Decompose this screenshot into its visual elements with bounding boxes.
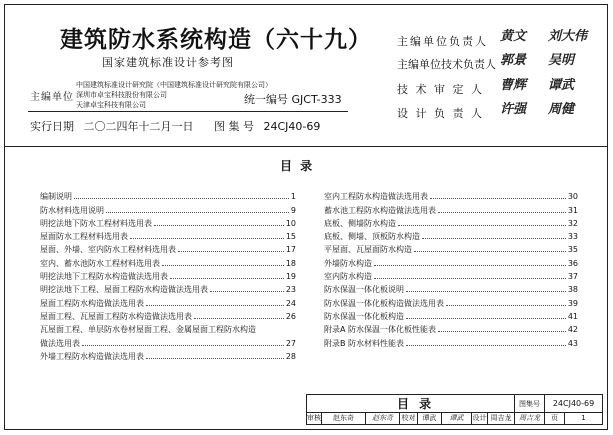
org-1: 中国建筑标准设计研究院（中国建筑标准设计研究院有限公司） (76, 81, 272, 89)
toc-entry[interactable]: 明挖法地下工程防水构造做法选用表 19 (40, 272, 296, 282)
toc-title: 目 录 (280, 159, 315, 173)
atlas-number (214, 121, 320, 132)
toc-entry[interactable]: 编制说明 1 (40, 192, 296, 202)
title-block-atlas-label: 图集号 (514, 395, 544, 412)
title-block-atlas-value: 24CJ40-69 (544, 395, 602, 412)
toc-entry[interactable]: 防水保温一体化板构造做法选用表 39 (324, 298, 578, 308)
role-2-signature-2: 吴明 (548, 53, 575, 68)
design-label: 设计 (472, 414, 487, 422)
document-subtitle: 国家建筑标准设计参考图 (102, 56, 234, 69)
toc-entry[interactable]: 外墙防水构造 36 (324, 258, 578, 268)
check-label: 校对 (399, 412, 417, 424)
title-block-name: 目 录 (397, 397, 435, 411)
role-4-signature-1: 许强 (500, 102, 527, 117)
impl-label: 实行日期 (30, 120, 74, 133)
designer-signature: 周吉龙 (514, 412, 544, 424)
designer-name: 周吉龙 (487, 412, 514, 424)
role-4-label: 设 计 负 责 人 (397, 107, 484, 120)
toc-entry[interactable]: 外墙工程防水构造做法选用表 28 (40, 351, 296, 361)
toc-entry[interactable]: 明挖法地下防水工程材料选用表 10 (40, 218, 296, 228)
role-2-label: 主编单位技术负责人 (397, 58, 496, 71)
role-1-signature-2: 刘大伟 (548, 29, 588, 44)
org-2: 深圳市卓宝科技股份有限公司 (76, 91, 167, 99)
role-1-signature-1: 黄文 (500, 29, 527, 44)
toc-entry[interactable]: 室内、蓄水池防水工程材料选用表 18 (40, 258, 296, 268)
header-divider (28, 111, 348, 112)
role-3-label: 技 术 审 定 人 (397, 83, 484, 96)
review-label: 审核 (307, 414, 321, 422)
header-bottom-rule (4, 146, 608, 147)
toc-entry[interactable]: 明挖法地下工程、屋面工程防水构造做法选用表 23 (40, 285, 296, 295)
org-list (76, 80, 272, 110)
toc-entry[interactable]: 防水材料选用说明 9 (40, 205, 296, 215)
title-block (306, 394, 603, 425)
unified-number (244, 94, 342, 105)
role-3-signature-1: 曹辉 (500, 78, 527, 93)
atlas-value: 24CJ40-69 (263, 120, 321, 133)
toc-entry[interactable]: 附录A 防水保温一体化板性能表 42 (324, 325, 578, 335)
toc-left-column (40, 188, 296, 361)
checker-name: 谭武 (417, 412, 441, 424)
impl-date (30, 121, 194, 132)
toc-entry[interactable]: 室内防水构造 37 (324, 272, 578, 282)
toc-entry[interactable]: 屋面防水工程材料选用表 15 (40, 232, 296, 242)
role-1-label: 主编单位负责人 (397, 35, 488, 48)
toc-entry[interactable]: 蓄水池工程防水构造做法选用表 31 (324, 205, 578, 215)
impl-value: 二〇二四年十二月一日 (83, 120, 194, 133)
checker-signature: 谭武 (441, 412, 471, 424)
page-label: 页 (544, 412, 564, 424)
toc-entry[interactable]: 底板、侧墙、顶板防水构造 33 (324, 232, 578, 242)
toc-entry[interactable]: 防水保温一体化板构造 41 (324, 311, 578, 321)
toc-entry[interactable]: 屋面工程、瓦屋面工程防水构造做法选用表 26 (40, 311, 296, 321)
page-value: 1 (564, 412, 602, 424)
reviewer-name: 赵东奇 (321, 412, 365, 424)
toc-entry[interactable]: 室内工程防水构造做法选用表 30 (324, 192, 578, 202)
toc-right-column (324, 188, 578, 348)
role-2-signature-1: 郭景 (500, 53, 527, 68)
unified-value: GJCT-333 (291, 93, 342, 106)
toc-entry[interactable]: 屋面工程防水构造做法选用表 24 (40, 298, 296, 308)
toc-entry[interactable]: 瓦屋面工程、单层防水卷材屋面工程、金属屋面工程防水构造 (40, 325, 256, 335)
toc-entry[interactable]: 平屋面、瓦屋面防水构造 35 (324, 245, 578, 255)
toc-entry[interactable]: 底板、侧墙防水构造 32 (324, 218, 578, 228)
toc-entry[interactable]: 屋面、外墙、室内防水工程材料选用表 17 (40, 245, 296, 255)
main-unit-label: 主编单位 (30, 92, 74, 103)
toc-entry[interactable]: 做法选用表 27 (40, 338, 296, 348)
role-4-signature-2: 周健 (548, 102, 575, 117)
org-3: 天津卓宝科技有限公司 (76, 101, 146, 109)
document-title: 建筑防水系统构造（六十九） (60, 26, 372, 53)
reviewer-signature: 赵东奇 (365, 412, 399, 424)
atlas-label: 图 集 号 (214, 120, 254, 133)
toc-entry[interactable]: 防水保温一体化板说明 38 (324, 285, 578, 295)
toc-entry[interactable]: 附录B 防水材料性能表 43 (324, 338, 578, 348)
role-3-signature-2: 谭武 (548, 78, 575, 93)
unified-label: 统一编号 (244, 93, 288, 106)
